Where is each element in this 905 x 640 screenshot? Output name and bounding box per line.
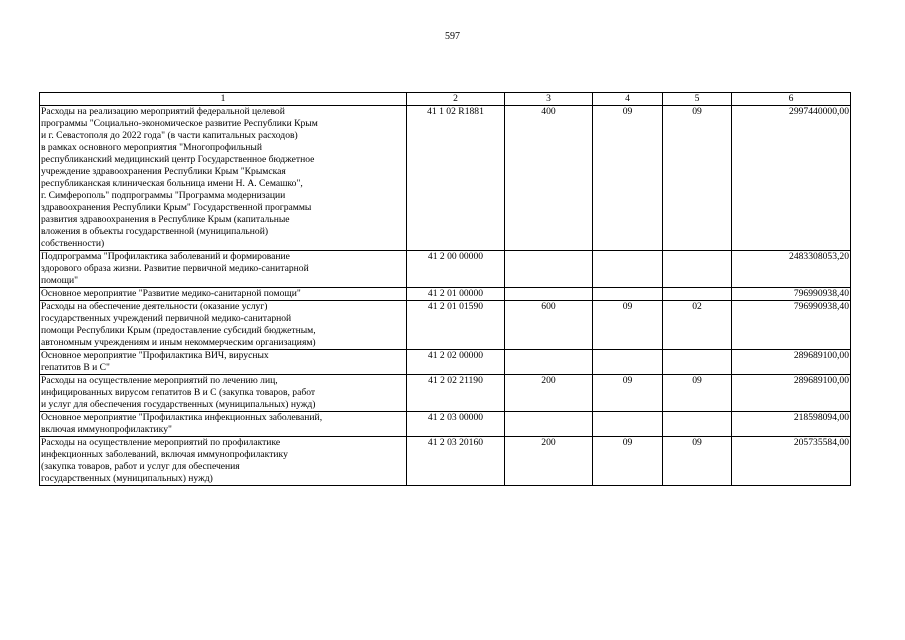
section-code [593, 251, 663, 288]
subsection-code [663, 288, 732, 301]
section-code: 09 [593, 106, 663, 251]
expense-name: Расходы на реализацию мероприятий федеральной целевой программы "Социально-экономическое развитие Республики Крым и г. Севастополя до 2022 года" (в части капитальных расходов) в рамках основного мероприятия "Многопрофильный республиканский медицинский центр Государственное бюджетное учреждение здравоохранения Республики Крым "Крымская республиканская клиническая больница имени Н. А. Семашко", г. Симферополь" подпрограммы "Программа модернизации здравоохранения Республики Крым" Государственной программы развития здравоохранения в Республике Крым (капитальные вложения в объекты государственной (муниципальной) собственности) [40, 106, 407, 251]
expense-name: Расходы на осуществление мероприятий по профилактике инфекционных заболеваний, включая иммунопрофилактику (закупка товаров, работ и услуг для обеспечения государственных (муниципальных) нужд) [40, 437, 407, 486]
column-header-6: 6 [732, 93, 851, 106]
amount: 796990938,40 [732, 288, 851, 301]
subsection-code: 09 [663, 375, 732, 412]
target-article-code: 41 2 03 20160 [407, 437, 505, 486]
table-row [40, 251, 851, 288]
header-row [40, 93, 851, 106]
expense-type-code: 400 [505, 106, 593, 251]
table-row [40, 301, 851, 350]
section-code [593, 412, 663, 437]
target-article-code: 41 2 02 00000 [407, 350, 505, 375]
table-row [40, 375, 851, 412]
amount: 796990938,40 [732, 301, 851, 350]
amount: 289689100,00 [732, 375, 851, 412]
section-code: 09 [593, 375, 663, 412]
amount: 289689100,00 [732, 350, 851, 375]
expense-name: Основное мероприятие "Развитие медико-санитарной помощи" [40, 288, 407, 301]
table-row [40, 412, 851, 437]
table-row [40, 350, 851, 375]
expense-name: Расходы на обеспечение деятельности (оказание услуг) государственных учреждений первичной медико-санитарной помощи Республики Крым (предоставление субсидий бюджетным, автономным учреждениям и иным некоммерческим организациям) [40, 301, 407, 350]
amount: 218598094,00 [732, 412, 851, 437]
column-header-4: 4 [593, 93, 663, 106]
column-header-5: 5 [663, 93, 732, 106]
section-code [593, 288, 663, 301]
table-row [40, 437, 851, 486]
section-code: 09 [593, 437, 663, 486]
subsection-code [663, 251, 732, 288]
amount: 2483308053,20 [732, 251, 851, 288]
expense-type-code [505, 251, 593, 288]
expense-type-code [505, 288, 593, 301]
page-number: 597 [445, 31, 460, 42]
target-article-code: 41 1 02 R1881 [407, 106, 505, 251]
budget-table [39, 92, 851, 486]
expense-name: Расходы на осуществление мероприятий по лечению лиц, инфицированных вирусом гепатитов В и С (закупка товаров, работ и услуг для обеспечения государственных (муниципальных) нужд) [40, 375, 407, 412]
expense-type-code [505, 412, 593, 437]
expense-name: Подпрограмма "Профилактика заболеваний и формирование здорового образа жизни. Развитие первичной медико-санитарной помощи" [40, 251, 407, 288]
table-row [40, 288, 851, 301]
subsection-code [663, 412, 732, 437]
column-header-1: 1 [40, 93, 407, 106]
subsection-code [663, 350, 732, 375]
expense-type-code: 200 [505, 375, 593, 412]
expense-name: Основное мероприятие "Профилактика инфекционных заболеваний, включая иммунопрофилактику" [40, 412, 407, 437]
target-article-code: 41 2 01 00000 [407, 288, 505, 301]
column-header-2: 2 [407, 93, 505, 106]
section-code [593, 350, 663, 375]
expense-type-code: 200 [505, 437, 593, 486]
target-article-code: 41 2 03 00000 [407, 412, 505, 437]
expense-name: Основное мероприятие "Профилактика ВИЧ, вирусных гепатитов В и С" [40, 350, 407, 375]
amount: 2997440000,00 [732, 106, 851, 251]
expense-type-code [505, 350, 593, 375]
subsection-code: 09 [663, 437, 732, 486]
amount: 205735584,00 [732, 437, 851, 486]
table-row [40, 106, 851, 251]
target-article-code: 41 2 00 00000 [407, 251, 505, 288]
subsection-code: 09 [663, 106, 732, 251]
subsection-code: 02 [663, 301, 732, 350]
target-article-code: 41 2 01 01590 [407, 301, 505, 350]
section-code: 09 [593, 301, 663, 350]
column-header-3: 3 [505, 93, 593, 106]
expense-type-code: 600 [505, 301, 593, 350]
target-article-code: 41 2 02 21190 [407, 375, 505, 412]
